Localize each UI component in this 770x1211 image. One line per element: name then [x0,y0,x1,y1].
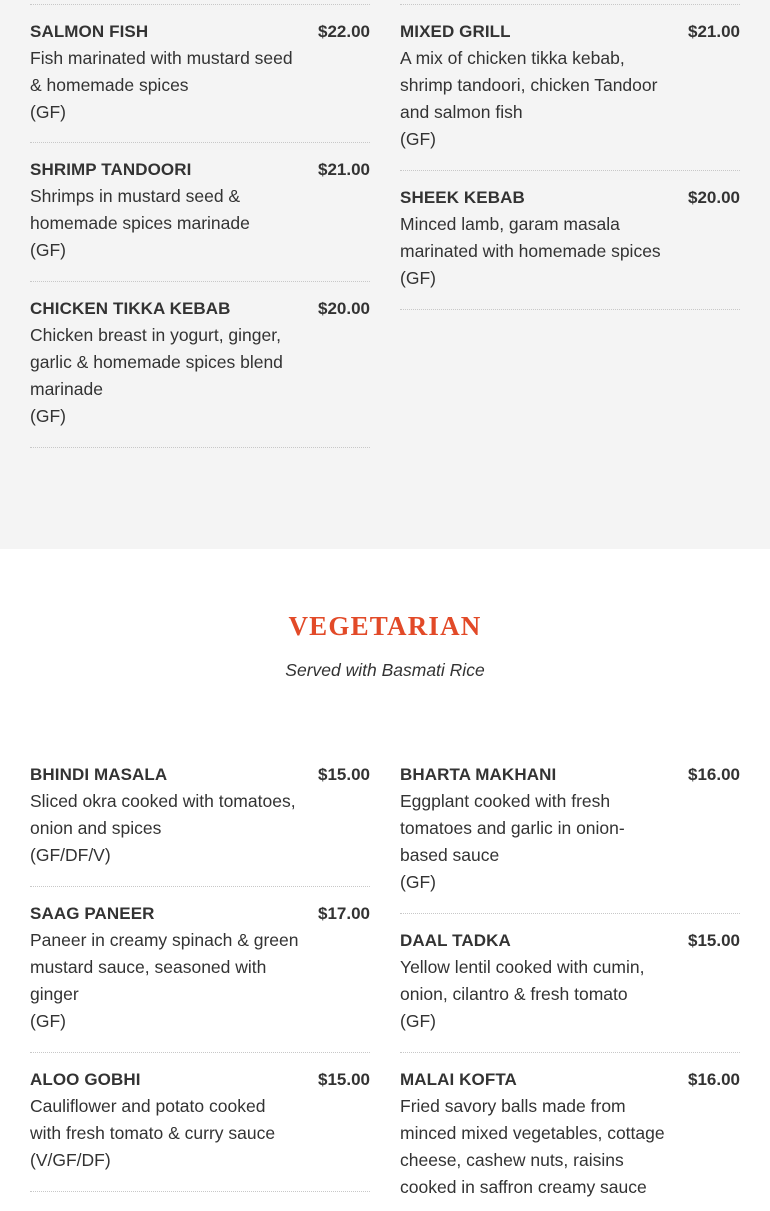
item-description: A mix of chicken tikka kebab, shrimp tandoori, chicken Tandoor and salmon fish [400,48,658,122]
menu-item [30,759,370,887]
item-dietary-tag: (GF) [400,129,436,149]
item-price: $21.00 [318,160,370,179]
item-dietary-tag: (V/GF/DF) [30,1150,111,1170]
item-dietary-tag: (GF) [30,1011,66,1031]
item-dietary-tag: (GF/DF/V) [30,845,111,865]
item-description: Cauliflower and potato cooked with fresh tomato & curry sauce [30,1096,276,1143]
item-name: CHICKEN TIKKA KEBAB [30,299,231,318]
menu-item [400,759,740,914]
menu-item [30,143,370,282]
item-name: MALAI KOFTA [400,1070,517,1089]
menu-item [30,887,370,1053]
item-price: $17.00 [318,904,370,923]
item-price: $20.00 [318,299,370,318]
item-price: $15.00 [688,931,740,950]
item-description: Yellow lentil cooked with cumin, onion, cilantro & fresh tomato [400,957,645,1004]
item-price: $15.00 [318,765,370,784]
menu-item [400,5,740,171]
item-dietary-tag: (GF) [30,406,66,426]
item-description: Paneer in creamy spinach & green mustard sauce, seasoned with ginger [30,930,299,1004]
section-title: VEGETARIAN [288,611,482,641]
item-dietary-tag: (GF) [30,240,66,260]
menu-item [400,914,740,1053]
item-name: SALMON FISH [30,22,149,41]
item-price: $16.00 [688,1070,740,1089]
menu-item [400,1053,740,1201]
item-name: SHEEK KEBAB [400,188,525,207]
item-name: BHARTA MAKHANI [400,765,557,784]
veg-right-column [400,759,740,1201]
item-name: BHINDI MASALA [30,765,168,784]
veg-left-column [30,759,370,1192]
item-description: Chicken breast in yogurt, ginger, garlic & homemade spices blend marinade [30,325,283,399]
item-description: Fried savory balls made from minced mixed vegetables, cottage cheese, cashew nuts, raisins cooked in saffron creamy sauce [400,1096,665,1197]
item-price: $15.00 [318,1070,370,1089]
menu-item [30,5,370,143]
menu-item [30,1053,370,1192]
nonveg-section [0,0,770,549]
item-name: ALOO GOBHI [30,1070,141,1089]
item-description: Fish marinated with mustard seed & homemade spices [30,48,293,95]
section-subtitle: Served with Basmati Rice [285,660,485,680]
item-description: Minced lamb, garam masala marinated with homemade spices [400,214,661,261]
item-price: $22.00 [318,22,370,41]
item-description: Shrimps in mustard seed & homemade spices marinade [30,186,250,233]
nonveg-left-column [30,4,370,448]
item-name: SHRIMP TANDOORI [30,160,192,179]
menu-item [400,171,740,310]
item-price: $21.00 [688,22,740,41]
item-description: Sliced okra cooked with tomatoes, onion and spices [30,791,296,838]
menu-item [30,282,370,448]
item-name: DAAL TADKA [400,931,511,950]
item-dietary-tag: (GF) [400,268,436,288]
item-dietary-tag: (GF) [400,872,436,892]
item-description: Eggplant cooked with fresh tomatoes and garlic in onion-based sauce [400,791,625,865]
item-name: SAAG PANEER [30,904,155,923]
item-dietary-tag: (GF) [400,1011,436,1031]
item-dietary-tag: (GF) [30,102,66,122]
item-price: $20.00 [688,188,740,207]
item-price: $16.00 [688,765,740,784]
item-name: MIXED GRILL [400,22,511,41]
nonveg-right-column [400,4,740,310]
